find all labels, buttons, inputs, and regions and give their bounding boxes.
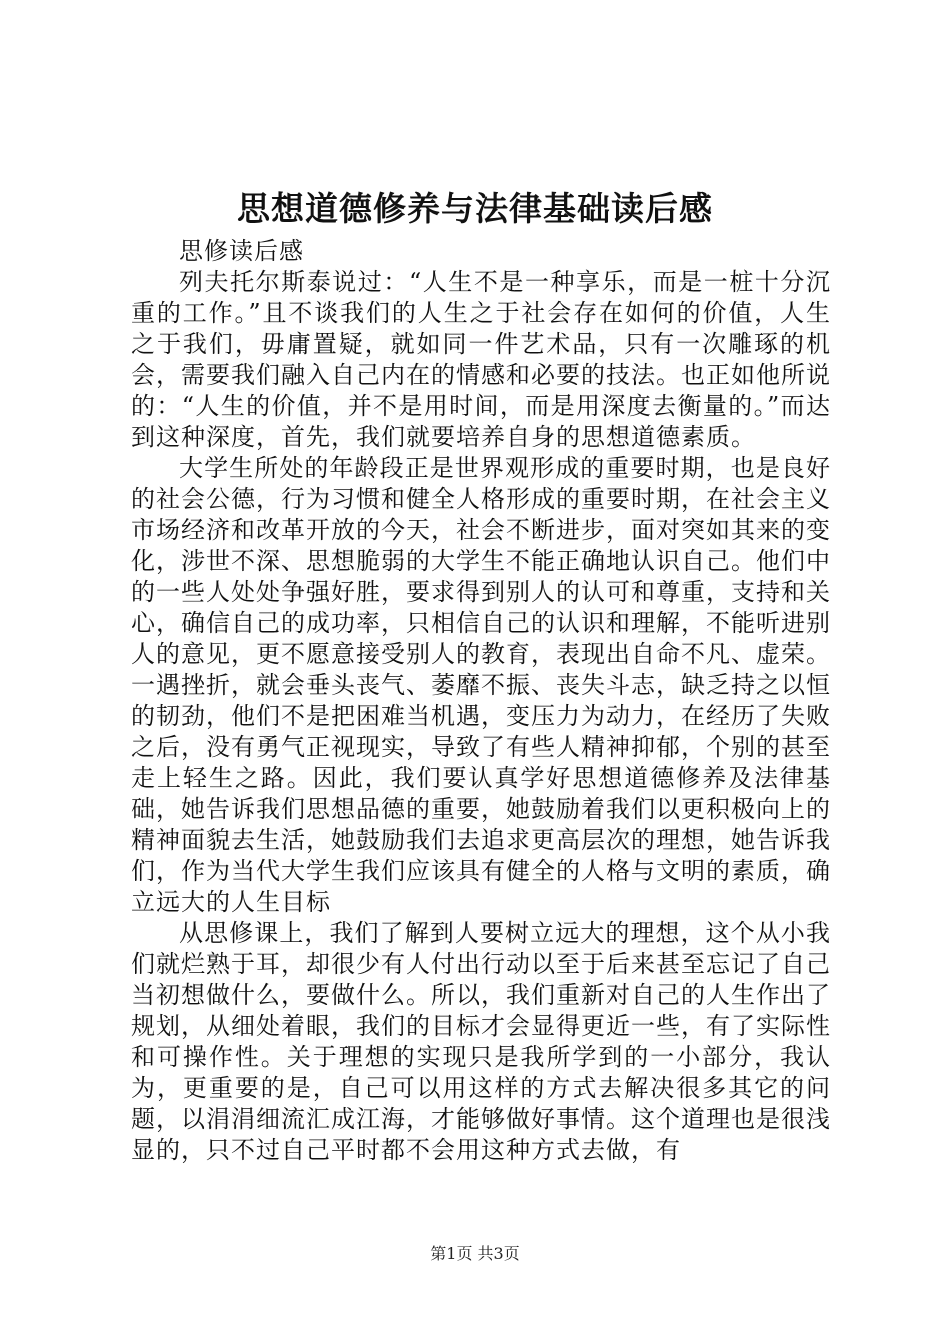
paragraph-3: 从思修课上，我们了解到人要树立远大的理想，这个从小我们就烂熟于耳，却很少有人付出行动以至于后来甚至忘记了自己当初想做什么，要做什么。所以，我们重新对自己的人生作出了规划，从细处着眼，我们的目标才会显得更近一些，有了实际性和可操作性。关于理想的实现只是我所学到的一小部分，我认为，更重要的是，自己可以用这样的方式去解决很多其它的问题，以涓涓细流汇成江海，才能够做好事情。这个道理也是很浅显的，只不过自己平时都不会用这种方式去做，有 [131,919,831,1164]
document-subtitle: 思修读后感 [179,237,304,265]
document-body [131,236,831,1166]
paragraph-2: 大学生所处的年龄段正是世界观形成的重要时期，也是良好的社会公德，行为习惯和健全人格形成的重要时期，在社会主义市场经济和改革开放的今天，社会不断进步，面对突如其来的变化，涉世不深、思想脆弱的大学生不能正确地认识自己。他们中的一些人处处争强好胜，要求得到别人的认可和尊重，支持和关心，确信自己的成功率，只相信自己的认识和理解，不能听进别人的意见，更不愿意接受别人的教育，表现出自命不凡、虚荣。一遇挫折，就会垂头丧气、萎靡不振、丧失斗志，缺乏持之以恒的韧劲，他们不是把困难当机遇，变压力为动力，在经历了失败之后，没有勇气正视现实，导致了有些人精神抑郁，个别的甚至走上轻生之路。因此，我们要认真学好思想道德修养及法律基础，她告诉我们思想品德的重要，她鼓励着我们以更积极向上的精神面貌去生活，她鼓励我们去追求更高层次的理想，她告诉我们，作为当代大学生我们应该具有健全的人格与文明的素质，确立远大的人生目标 [131,454,831,916]
document-title: 思想道德修养与法律基础读后感 [237,189,713,228]
paragraph-1: 列夫托尔斯泰说过：“人生不是一种享乐，而是一桩十分沉重的工作。”且不谈我们的人生之于社会存在如何的价值，人生之于我们，毋庸置疑，就如同一件艺术品，只有一次雕琢的机会，需要我们融入自己内在的情感和必要的技法。也正如他所说的：“人生的价值，并不是用时间，而是用深度去衡量的。”而达到这种深度，首先，我们就要培养自身的思想道德素质。 [131,268,831,451]
page-number-footer: 第1页 共3页 [430,1244,520,1263]
